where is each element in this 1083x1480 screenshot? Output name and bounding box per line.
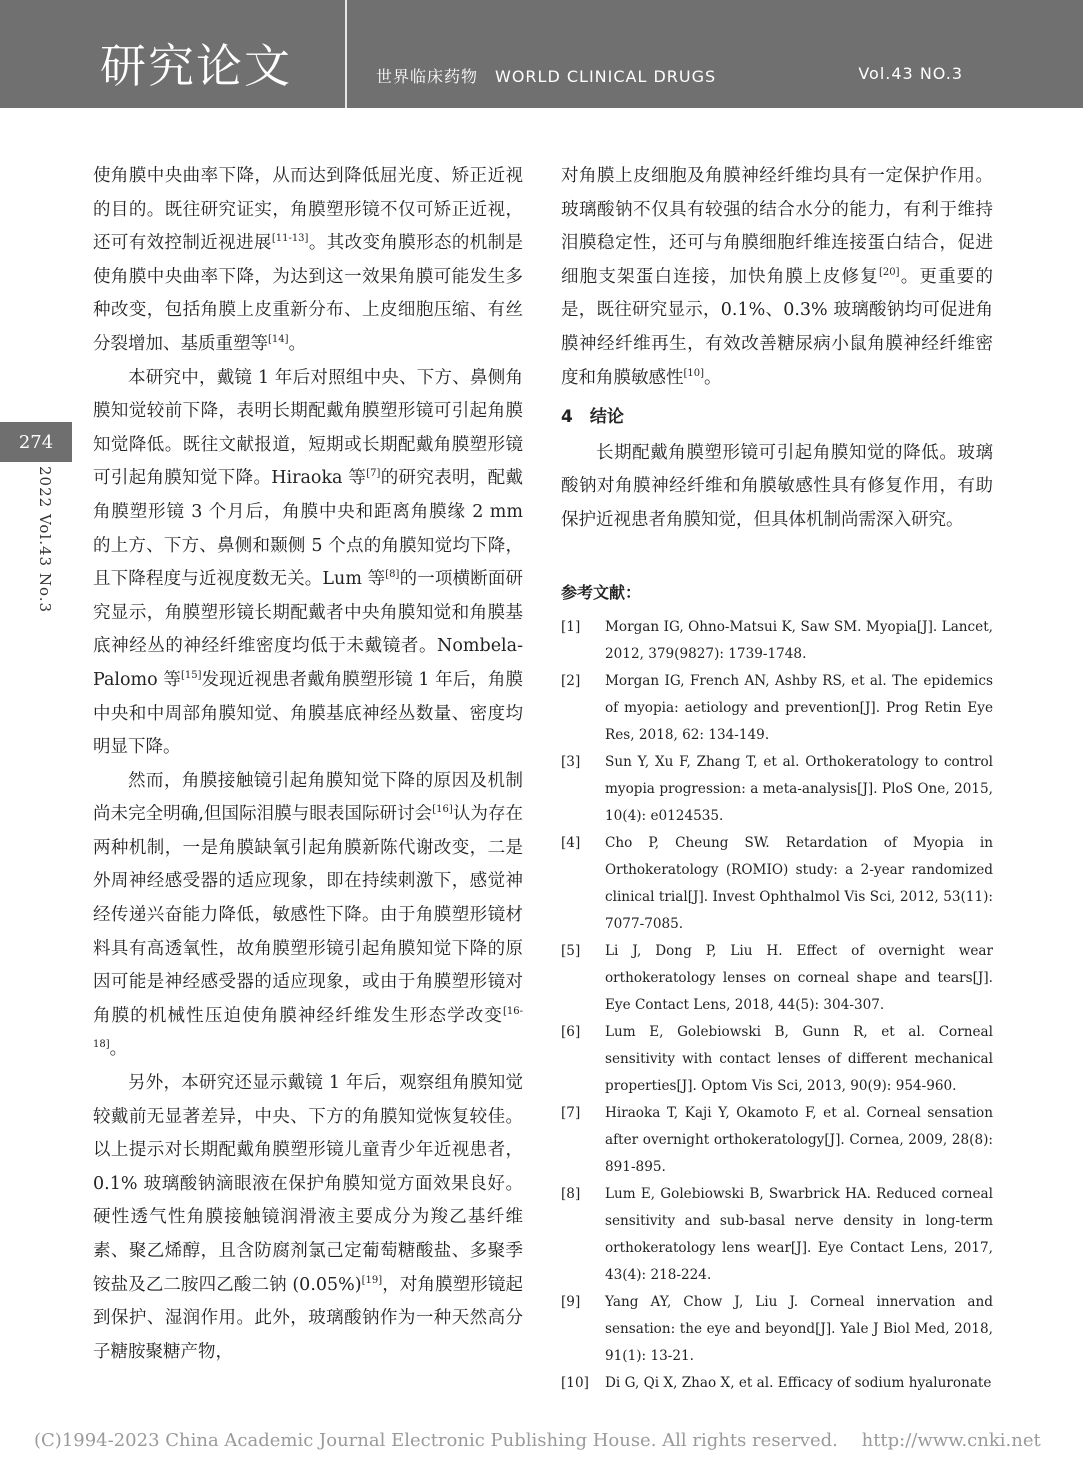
reference-text: Cho P, Cheung SW. Retardation of Myopia in Orthokeratology (ROMIO) study: a 2-year randomized clinical trial[J]. Invest Ophthalmol Vis Sci, 2012, 53(11): 7077-7085. [605, 834, 993, 932]
reference-text: Lum E, Golebiowski B, Gunn R, et al. Corneal sensitivity with contact lenses of different mechanical properties[J]. Optom Vis Sci, 2013, 90(9): 954-960. [605, 1023, 993, 1094]
reference-item [561, 749, 993, 830]
reference-number: [8] [561, 1185, 581, 1202]
reference-number: [2] [561, 672, 581, 689]
citation[interactable]: [11-13] [271, 233, 309, 245]
citation[interactable]: [20] [878, 266, 900, 278]
reference-number: [4] [561, 834, 581, 851]
right-column [561, 160, 993, 1397]
citation[interactable]: [10] [683, 367, 705, 379]
citation[interactable]: [7] [366, 468, 381, 480]
reference-text: Yang AY, Chow J, Liu J. Corneal innervation and sensation: the eye and beyond[J]. Yale J Biol Med, 2018, 91(1): 13-21. [605, 1293, 993, 1364]
citation[interactable]: [14] [268, 333, 289, 345]
citation[interactable]: [16] [432, 804, 453, 816]
reference-number: [6] [561, 1023, 581, 1040]
left-column [93, 160, 523, 1369]
reference-text: Morgan IG, Ohno-Matsui K, Saw SM. Myopia[J]. Lancet, 2012, 379(9827): 1739-1748. [605, 618, 993, 662]
reference-number: [10] [561, 1374, 589, 1391]
reference-item [561, 1289, 993, 1370]
reference-text: Sun Y, Xu F, Zhang T, et al. Orthokeratology to control myopia progression: a meta-analysis[J]. PloS One, 2015, 10(4): e0124535. [605, 753, 993, 824]
reference-number: [7] [561, 1104, 581, 1121]
references-title: 参考文献： [561, 582, 642, 602]
copyright-footer: (C)1994-2023 China Academic Journal Electronic Publishing House. All rights reserved. http://www.cnki.net [34, 1430, 1041, 1451]
section-title: 研究论文 [100, 39, 292, 93]
reference-text: Morgan IG, French AN, Ashby RS, et al. The epidemics of myopia: aetiology and prevention[J]. Prog Retin Eye Res, 2018, 62: 134-149. [605, 672, 993, 743]
reference-text: Hiraoka T, Kaji Y, Okamoto F, et al. Corneal sensation after overnight orthokeratology[J]. Cornea, 2009, 28(8): 891-895. [605, 1104, 993, 1175]
paragraph: 对角膜上皮细胞及角膜神经纤维均具有一定保护作用。玻璃酸钠不仅具有较强的结合水分的能力，有利于维持泪膜稳定性，还可与角膜细胞纤维连接蛋白结合，促进细胞支架蛋白连接，加快角膜上皮修复[20]。更重要的是，既往研究显示，0.1%、0.3% 玻璃酸钠均可促进角膜神经纤维再生，有效改善糖尿病小鼠角膜神经纤维密度和角膜敏感性[10]。 [561, 166, 993, 388]
reference-item [561, 830, 993, 938]
reference-number: [1] [561, 618, 581, 635]
reference-item [561, 668, 993, 749]
vertical-issue-label: 2022 Vol.43 No.3 [36, 466, 54, 614]
reference-text: Li J, Dong P, Liu H. Effect of overnight wear orthokeratology lenses on corneal shape and tears[J]. Eye Contact Lens, 2018, 44(5): 304-307. [605, 942, 993, 1013]
reference-item [561, 1019, 993, 1100]
header-divider [345, 0, 347, 108]
reference-list [561, 614, 993, 1397]
paragraph: 然而，角膜接触镜引起角膜知觉下降的原因及机制尚未完全明确,但国际泪膜与眼表国际研讨会[16]认为存在两种机制，一是角膜缺氧引起角膜新陈代谢改变，二是外周神经感受器的适应现象，即在持续刺激下，感觉神经传递兴奋能力降低，敏感性下降。由于角膜塑形镜材料具有高透氧性，故角膜塑形镜引起角膜知觉下降的原因可能是神经感受器的适应现象，或由于角膜塑形镜对角膜的机械性压迫使角膜神经纤维发生形态学改变[16-18]。 [93, 770, 523, 1060]
paragraph: 另外，本研究还显示戴镜 1 年后，观察组角膜知觉较戴前无显著差异，中央、下方的角膜知觉恢复较佳。以上提示对长期配戴角膜塑形镜儿童青少年近视患者，0.1% 玻璃酸钠滴眼液在保护角膜知觉方面效果良好。硬性透气性角膜接触镜润滑液主要成分为羧乙基纤维素、聚乙烯醇，且含防腐剂氯己定葡萄糖酸盐、多聚季铵盐及乙二胺四乙酸二钠 (0.05%)[19]，对角膜塑形镜起到保护、湿润作用。此外，玻璃酸钠作为一种天然高分子糖胺聚糖产物， [93, 1073, 524, 1362]
page-number: 274 [0, 422, 72, 462]
reference-number: [5] [561, 942, 581, 959]
citation[interactable]: [15] [180, 669, 202, 681]
page-header [0, 0, 1083, 108]
reference-item [561, 938, 993, 1019]
issue-label: Vol.43 NO.3 [858, 64, 963, 83]
reference-item [561, 614, 993, 668]
reference-number: [9] [561, 1293, 581, 1310]
section-heading: 4 结论 [561, 407, 624, 428]
reference-text: Lum E, Golebiowski B, Swarbrick HA. Reduced corneal sensitivity and sub-basal nerve density in long-term orthokeratology lens wear[J]. Eye Contact Lens, 2017, 43(4): 218-224. [605, 1185, 993, 1283]
reference-number: [3] [561, 753, 581, 770]
reference-item [561, 1181, 993, 1289]
paragraph: 本研究中，戴镜 1 年后对照组中央、下方、鼻侧角膜知觉较前下降，表明长期配戴角膜塑形镜可引起角膜知觉降低。既往文献报道，短期或长期配戴角膜塑形镜可引起角膜知觉下降。Hiraoka 等[7]的研究表明，配戴角膜塑形镜 3 个月后，角膜中央和距离角膜缘 2 mm 的上方、下方、鼻侧和颞侧 5 个点的角膜知觉均下降，且下降程度与近视度数无关。Lum 等[8]的一项横断面研究显示，角膜塑形镜长期配戴者中央角膜知觉和角膜基底神经丛的神经纤维密度均低于未戴镜者。Nombela-Palomo 等[15]发现近视患者戴角膜塑形镜 1 年后，角膜中央和中周部角膜知觉、角膜基底神经丛数量、密度均明显下降。 [93, 367, 524, 758]
reference-text: Di G, Qi X, Zhao X, et al. Efficacy of sodium hyaluronate [605, 1374, 992, 1391]
citation[interactable]: [8] [385, 569, 400, 581]
reference-item [561, 1370, 993, 1397]
conclusion-paragraph: 长期配戴角膜塑形镜可引起角膜知觉的降低。玻璃酸钠对角膜神经纤维和角膜敏感性具有修复作用，有助保护近视患者角膜知觉，但具体机制尚需深入研究。 [561, 442, 993, 530]
citation[interactable]: [16-18] [93, 1005, 523, 1051]
citation[interactable]: [19] [361, 1274, 383, 1286]
journal-name: 世界临床药物 WORLD CLINICAL DRUGS [376, 67, 717, 86]
paragraph: 使角膜中央曲率下降，从而达到降低屈光度、矫正近视的目的。既往研究证实，角膜塑形镜不仅可矫正近视，还可有效控制近视进展[11-13]。其改变角膜形态的机制是使角膜中央曲率下降，为达到这一效果角膜可能发生多种改变，包括角膜上皮重新分布、上皮细胞压缩、有丝分裂增加、基质重塑等[14]。 [93, 166, 524, 354]
reference-item [561, 1100, 993, 1181]
